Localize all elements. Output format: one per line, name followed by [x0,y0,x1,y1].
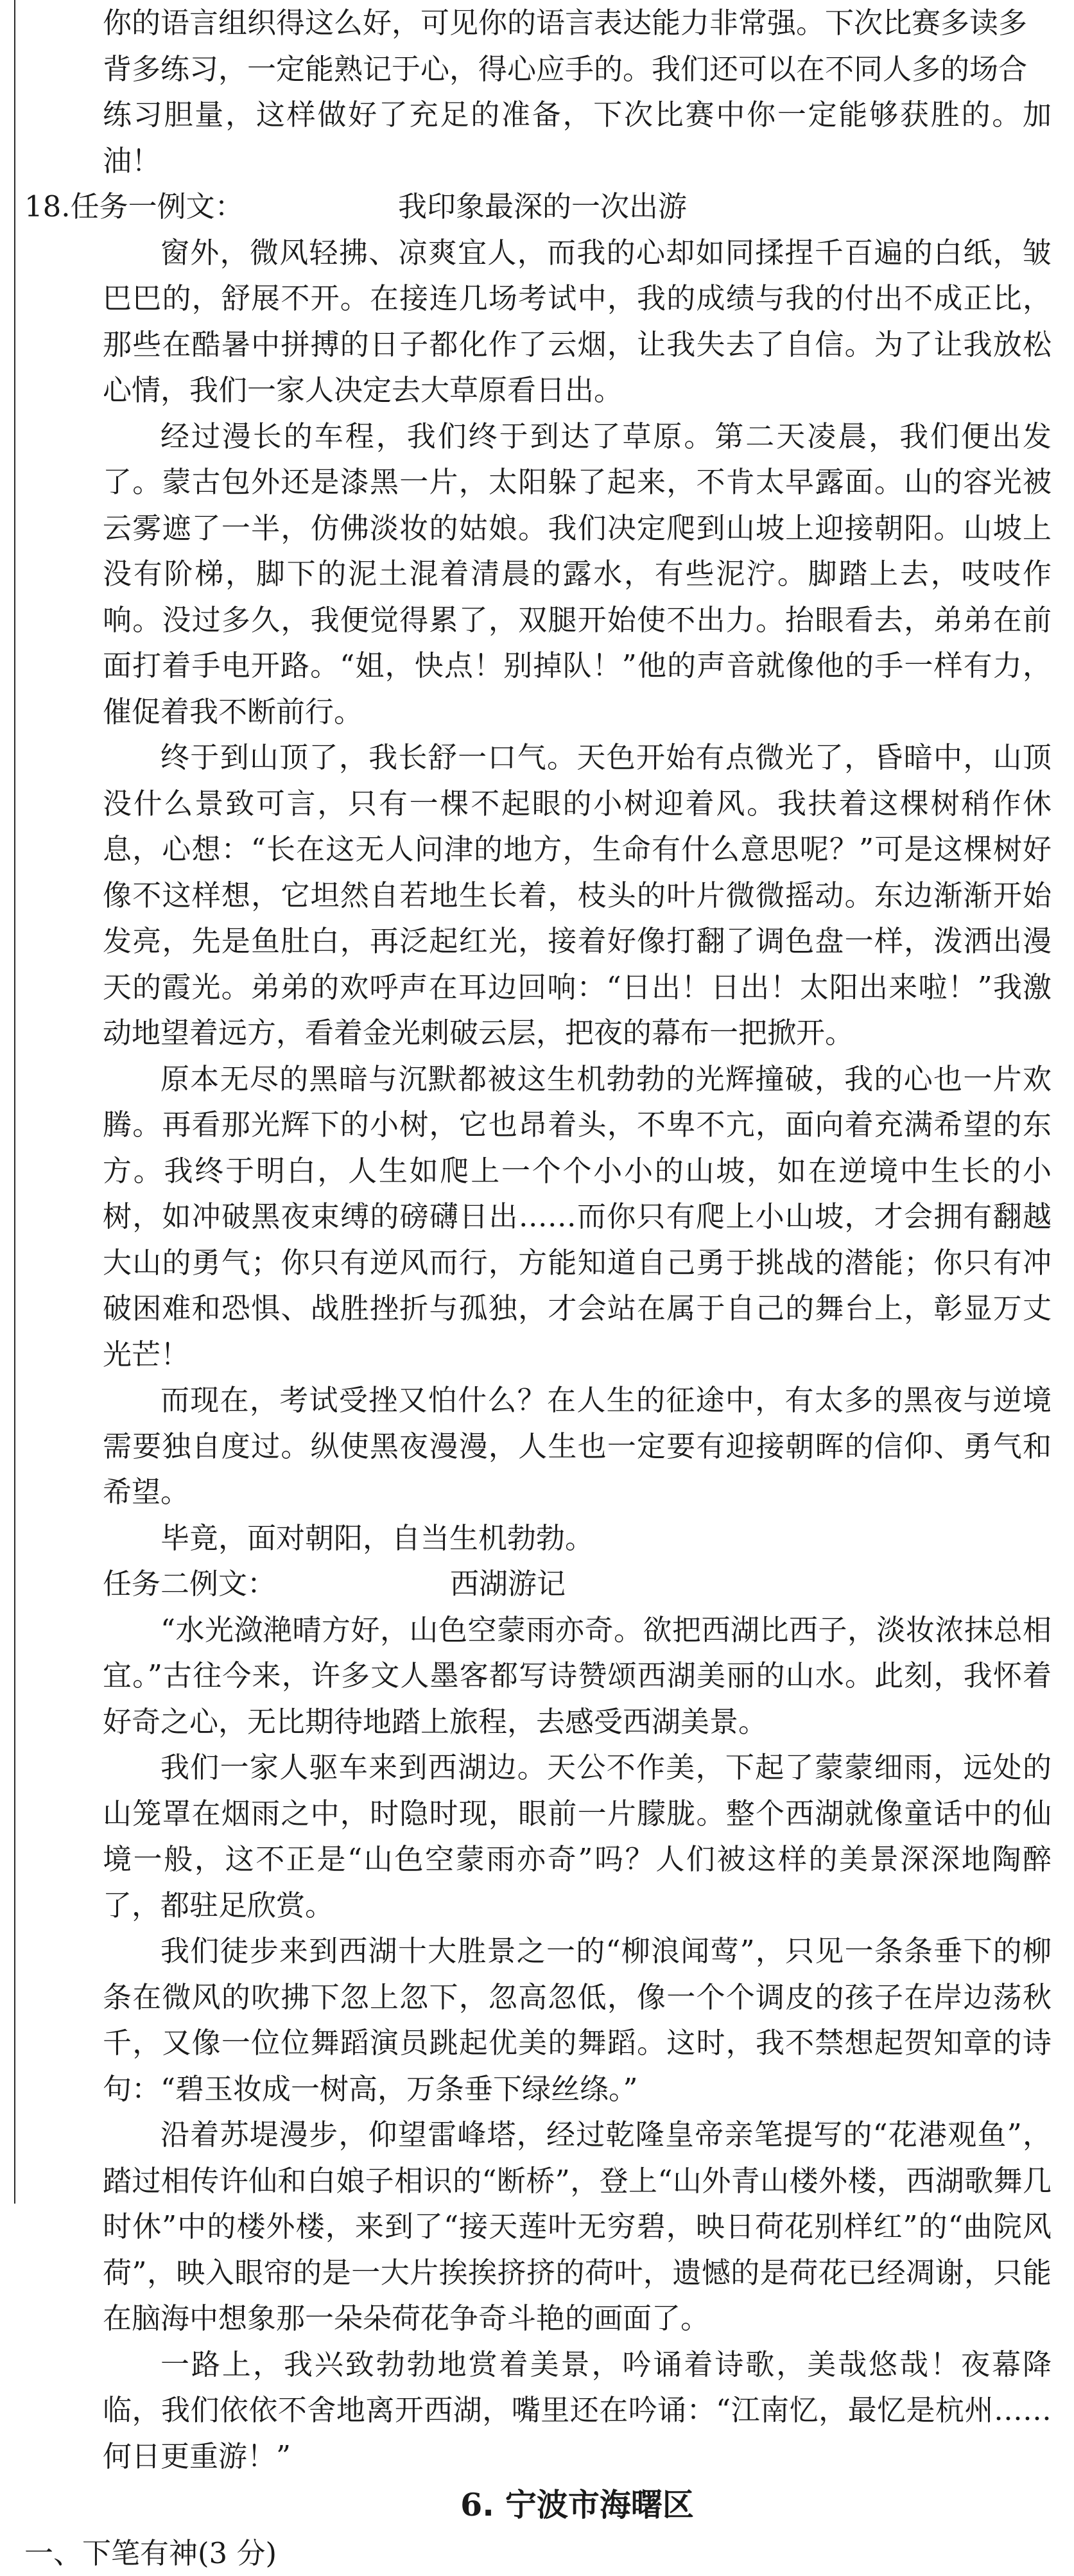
essay-paragraph: 沿着苏堤漫步，仰望雷峰塔，经过乾隆皇帝亲笔提写的“花港观鱼”，踏过相传许仙和白娘子相识的“断桥”，登上“山外青山楼外楼，西湖歌舞几时休”中的楼外楼，来到了“接天莲叶无穷碧，映日荷花别样红”的“曲院风荷”，映入眼帘的是一大片挨挨挤挤的荷叶，遗憾的是荷花已经凋谢，只能在脑海中想象那一朵朵荷花争奇斗艳的画面了。 [103,2118,1052,2335]
left-margin-rule [14,0,15,2204]
essay-paragraph: “水光潋滟晴方好，山色空蒙雨亦奇。欲把西湖比西子，淡妆浓抹总相宜。”古往今来，许多文人墨客都写诗赞颂西湖美丽的山水。此刻，我怀着好奇之心，无比期待地踏上旅程，去感受西湖美景。 [103,1612,1052,1739]
task2-title: 西湖游记 [450,1567,566,1601]
section-title: . 宁波市海曙区 [482,2487,694,2523]
task1-heading [24,184,1052,230]
essay-paragraph: 一路上，我兴致勃勃地赏着美景，吟诵着诗歌，美哉悠哉！夜幕降临，我们依依不舍地离开西湖，嘴里还在吟诵：“江南忆，最忆是杭州……何日更重游！” [103,2347,1052,2473]
text-line: 练习胆量，这样做好了充足的准备，下次比赛中你一定能够获胜的。加油！ [103,98,1052,178]
essay-paragraph: 终于到山顶了，我长舒一口气。天色开始有点微光了，昏暗中，山顶没什么景致可言，只有一棵不起眼的小树迎着风。我扶着这棵树稍作休息，心想：“长在这无人问津的地方，生命有什么意思呢？”可是这棵树好像不这样想，它坦然自若地生长着，枝头的叶片微微摇动。东边渐渐开始发亮，先是鱼肚白，再泛起红光，接着好像打翻了调色盘一样，泼洒出漫天的霞光。弟弟的欢呼声在耳边回响：“日出！日出！太阳出来啦！”我激动地望着远方，看着金光刺破云层，把夜的幕布一把掀开。 [103,740,1052,1050]
section-heading [24,2479,1052,2531]
essay-paragraph: 我们一家人驱车来到西湖边。天公不作美，下起了蒙蒙细雨，远处的山笼罩在烟雨之中，时隐时现，眼前一片朦胧。整个西湖就像童话中的仙境一般，这不正是“山色空蒙雨亦奇”吗？人们被这样的美景深深地陶醉了，都驻足欣赏。 [103,1750,1052,1922]
task1-essay [24,230,1052,1562]
text-line: 你的语言组织得这么好，可见你的语言表达能力非常强。下次比赛多读多 [103,6,1028,40]
text-line: 背多练习，一定能熟记于心，得心应手的。我们还可以在不同人多的场合 [103,51,1028,86]
question-task1-label [24,184,244,230]
question-number: 18. [24,189,71,223]
previous-answer-block [103,0,1052,184]
essay-paragraph: 而现在，考试受挫又怕什么？在人生的征途中，有太多的黑夜与逆境需要独自度过。纵使黑夜漫漫，人生也一定要有迎接朝晖的信仰、勇气和希望。 [103,1383,1052,1509]
essay-paragraph: 我们徒步来到西湖十大胜景之一的“柳浪闻莺”，只见一条条垂下的柳条在微风的吹拂下忽上忽下，忽高忽低，像一个个调皮的孩子在岸边荡秋千，又像一位位舞蹈演员跳起优美的舞蹈。这时，我不禁想起贺知章的诗句：“碧玉妆成一树高，万条垂下绿丝绦。” [103,1934,1052,2106]
subsection-heading: 一、下笔有神(3 分) [24,2536,277,2570]
essay-paragraph: 原本无尽的黑暗与沉默都被这生机勃勃的光辉撞破，我的心也一片欢腾。再看那光辉下的小树，它也昂着头，不卑不亢，面向着充满希望的东方。我终于明白，人生如爬上一个个小小的山坡，如在逆境中生长的小树，如冲破黑夜束缚的磅礴日出……而你只有爬上小山坡，才会拥有翻越大山的勇气；你只有逆风而行，方能知道自己勇于挑战的潜能；你只有冲破困难和恐惧、战胜挫折与孤独，才会站在属于自己的舞台上，彰显万丈光芒！ [103,1061,1052,1371]
task2-essay [24,1607,1052,2480]
task1-title: 我印象最深的一次出游 [398,189,688,223]
document-page [24,0,1052,2576]
task2-heading [24,1561,1052,1607]
task2-label: 任务二例文： [103,1567,277,1601]
essay-paragraph: 窗外，微风轻拂、凉爽宜人，而我的心却如同揉捏千百遍的白纸，皱巴巴的，舒展不开。在接连几场考试中，我的成绩与我的付出不成正比，那些在酷暑中拼搏的日子都化作了云烟，让我失去了自信。为了让我放松心情，我们一家人决定去大草原看日出。 [103,235,1052,407]
essay-paragraph: 经过漫长的车程，我们终于到达了草原。第二天凌晨，我们便出发了。蒙古包外还是漆黑一片，太阳躲了起来，不肯太早露面。山的容光被云雾遮了一半，仿佛淡妆的姑娘。我们决定爬到山坡上迎接朝阳。山坡上没有阶梯，脚下的泥土混着清晨的露水，有些泥泞。脚踏上去，吱吱作响。没过多久，我便觉得累了，双腿开始使不出力。抬眼看去，弟弟在前面打着手电开路。“姐，快点！别掉队！”他的声音就像他的手一样有力，催促着我不断前行。 [103,419,1052,729]
essay-paragraph: 毕竟，面对朝阳，自当生机勃勃。 [160,1520,594,1555]
section-number: 6 [460,2486,483,2523]
task1-label: 任务一例文： [70,189,244,223]
